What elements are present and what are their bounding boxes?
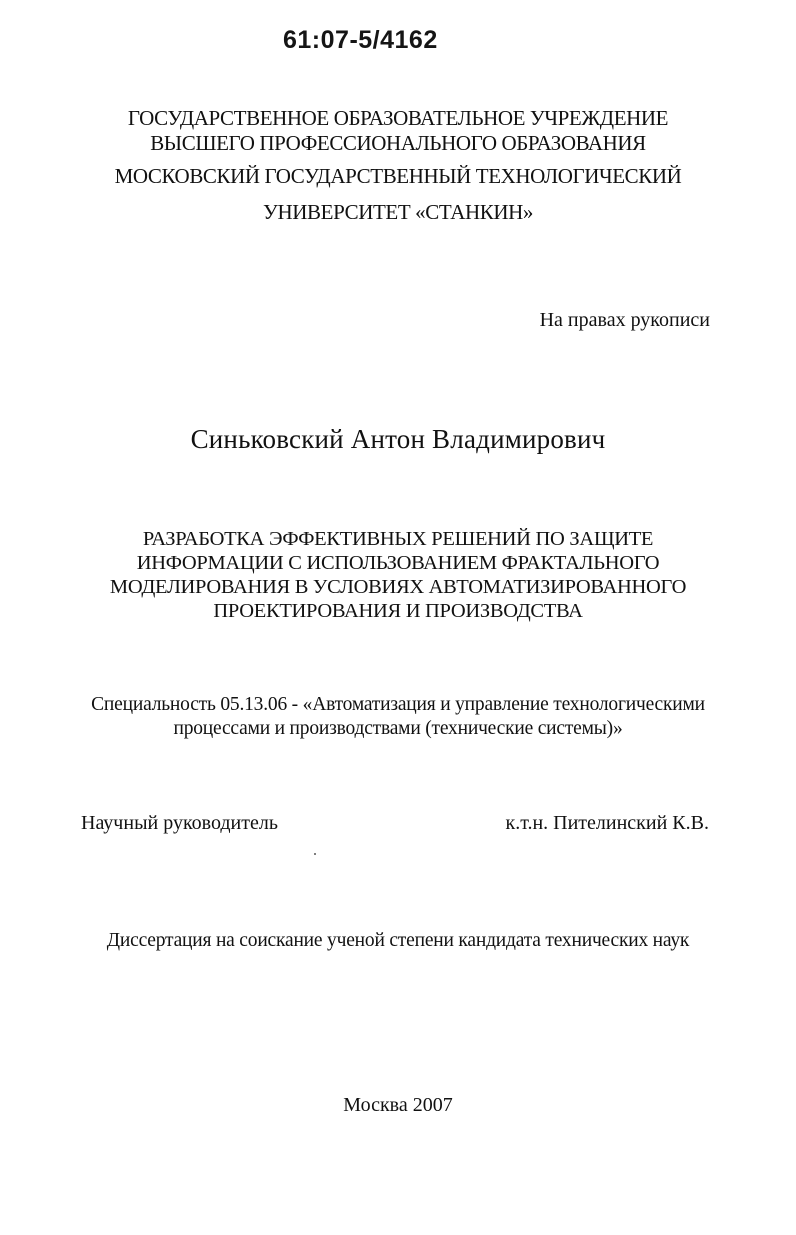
institution-line-3: МОСКОВСКИЙ ГОСУДАРСТВЕННЫЙ ТЕХНОЛОГИЧЕСКИЙ: [114, 164, 682, 188]
institution-line-1: ГОСУДАРСТВЕННОЕ ОБРАЗОВАТЕЛЬНОЕ УЧРЕЖДЕНИЕ: [127, 106, 669, 130]
author-name: Синьковский Антон Владимирович: [190, 424, 606, 454]
supervisor-name: к.т.н. Пителинский К.В.: [505, 812, 709, 834]
specialty-line-1: Специальность 05.13.06 - «Автоматизация и управление технологическими: [91, 694, 705, 715]
thesis-title-line-2: ИНФОРМАЦИИ С ИСПОЛЬЗОВАНИЕМ ФРАКТАЛЬНОГО: [136, 552, 660, 574]
thesis-title-line-1: РАЗРАБОТКА ЭФФЕКТИВНЫХ РЕШЕНИЙ ПО ЗАЩИТЕ: [142, 528, 654, 550]
city-year: Москва 2007: [343, 1094, 453, 1116]
manuscript-note: На правах рукописи: [539, 309, 710, 331]
scan-speck: [314, 853, 316, 855]
thesis-title-line-3: МОДЕЛИРОВАНИЯ В УСЛОВИЯХ АВТОМАТИЗИРОВАННОГО: [109, 576, 687, 598]
specialty-line-2: процессами и производствами (технические системы)»: [173, 718, 623, 739]
thesis-title-line-4: ПРОЕКТИРОВАНИЯ И ПРОИЗВОДСТВА: [213, 600, 583, 622]
institution-line-4: УНИВЕРСИТЕТ «СТАНКИН»: [263, 200, 533, 224]
catalog-code: 61:07-5/4162: [283, 26, 438, 54]
supervisor-label: Научный руководитель: [81, 812, 278, 834]
institution-line-2: ВЫСШЕГО ПРОФЕССИОНАЛЬНОГО ОБРАЗОВАНИЯ: [150, 131, 646, 155]
degree-statement: Диссертация на соискание ученой степени кандидата технических наук: [106, 930, 690, 951]
